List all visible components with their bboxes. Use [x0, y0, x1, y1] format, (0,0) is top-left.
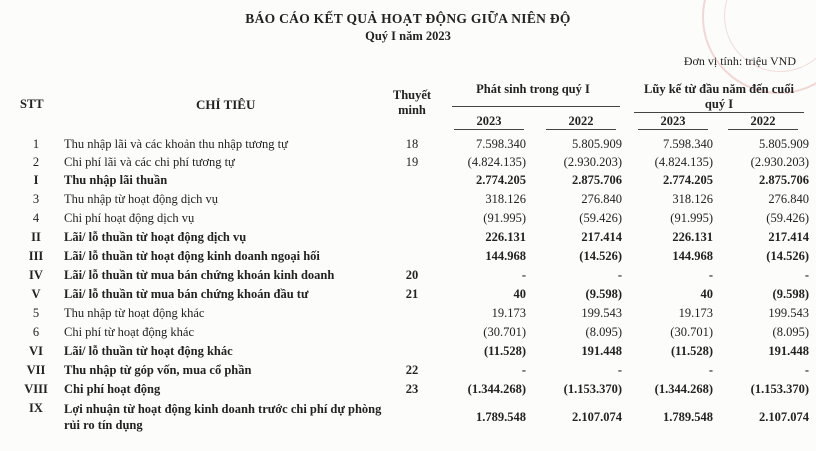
value-q1-2023: -: [521, 363, 526, 377]
row-stt: 3: [32, 192, 40, 206]
value-ytd-2023: 2.774.205: [663, 173, 713, 187]
underline-year-2: [546, 129, 616, 130]
row-stt: V: [31, 287, 41, 301]
row-label: Thu nhập lãi và các khoản thu nhập tương tự: [64, 137, 288, 151]
value-ytd-2023: 226.131: [672, 230, 713, 244]
value-q1-2023: 144.968: [485, 249, 526, 263]
value-q1-2023: -: [521, 268, 526, 282]
value-ytd-2022: (1.153.370): [750, 382, 809, 396]
value-q1-2023: 7.598.340: [476, 137, 526, 151]
row-label: Chi phí hoạt động dịch vụ: [64, 211, 195, 225]
table-row: [0, 137, 816, 156]
value-q1-2022: 276.840: [581, 192, 622, 206]
report-period: Quý I năm 2023: [365, 29, 451, 43]
header-stt: STT: [20, 97, 44, 111]
row-stt: III: [28, 249, 44, 263]
value-q1-2022: 199.543: [581, 306, 622, 320]
row-stt: 6: [32, 325, 40, 339]
row-stt: VII: [26, 363, 46, 377]
row-stt: VI: [29, 344, 43, 358]
value-q1-2023: (91.995): [483, 211, 526, 225]
row-stt: 5: [32, 306, 40, 320]
table-row: [0, 306, 816, 325]
value-q1-2022: 217.414: [581, 230, 622, 244]
value-ytd-2022: 2.875.706: [759, 173, 809, 187]
table-row: [0, 401, 816, 437]
row-label: Lãi/ lỗ thuần từ mua bán chứng khoán kinh doanh: [64, 268, 335, 282]
value-q1-2022: (1.153.370): [563, 382, 622, 396]
table-row: [0, 344, 816, 363]
table-row: [0, 363, 816, 382]
table-row: [0, 382, 816, 401]
row-label: Thu nhập từ hoạt động khác: [64, 306, 205, 320]
row-stt: IV: [29, 268, 43, 282]
row-note: 22: [405, 363, 419, 377]
value-ytd-2022: 217.414: [768, 230, 809, 244]
row-label: Thu nhập từ hoạt động dịch vụ: [64, 192, 218, 206]
value-ytd-2023: 318.126: [672, 192, 713, 206]
row-stt: VIII: [24, 382, 48, 396]
header-year-3: 2023: [660, 114, 686, 128]
value-q1-2023: (11.528): [483, 344, 526, 358]
value-ytd-2022: 276.840: [768, 192, 809, 206]
row-label: Lãi/ lỗ thuần từ hoạt động dịch vụ: [64, 230, 247, 244]
table-row: [0, 230, 816, 249]
table-row: [0, 192, 816, 211]
value-ytd-2023: (1.344.268): [654, 382, 713, 396]
row-stt: I: [33, 173, 39, 187]
header-group-ytd-1: Lũy kế từ đầu năm đến cuối: [644, 82, 794, 96]
value-q1-2023: 19.173: [491, 306, 526, 320]
row-note: 21: [405, 287, 419, 301]
value-ytd-2022: 2.107.074: [759, 410, 809, 424]
value-ytd-2022: 5.805.909: [759, 137, 809, 151]
value-ytd-2023: -: [708, 363, 713, 377]
row-label: Chi phí từ hoạt động khác: [64, 325, 195, 339]
value-ytd-2022: -: [804, 363, 809, 377]
value-ytd-2022: 191.448: [768, 344, 809, 358]
table-row: [0, 211, 816, 230]
underline-year-3: [638, 129, 708, 130]
header-underline-ytd: [634, 112, 804, 113]
value-ytd-2023: 7.598.340: [663, 137, 713, 151]
table-row: [0, 325, 816, 344]
value-q1-2022: -: [617, 268, 622, 282]
row-stt: 2: [32, 155, 40, 169]
underline-year-1: [454, 129, 524, 130]
value-q1-2023: (30.701): [483, 325, 526, 339]
row-note: 23: [405, 382, 419, 396]
value-ytd-2022: (2.930.203): [750, 155, 809, 169]
value-q1-2022: (8.095): [585, 325, 622, 339]
header-year-2: 2022: [568, 114, 594, 128]
row-label: Lãi/ lỗ thuần từ hoạt động khác: [64, 344, 233, 358]
value-q1-2023: 2.774.205: [476, 173, 526, 187]
table-row: [0, 268, 816, 287]
table-row: [0, 173, 816, 192]
row-stt: IX: [29, 401, 43, 415]
value-q1-2023: 40: [513, 287, 526, 301]
value-q1-2023: (4.824.135): [467, 155, 526, 169]
value-ytd-2022: -: [804, 268, 809, 282]
row-note: 20: [405, 268, 419, 282]
row-label: Thu nhập từ góp vốn, mua cổ phần: [64, 363, 252, 377]
row-label: Chi phí lãi và các chi phí tương tự: [64, 155, 235, 169]
table-row: [0, 287, 816, 306]
row-stt: 4: [32, 211, 40, 225]
value-ytd-2023: 1.789.548: [663, 410, 713, 424]
value-q1-2022: (14.526): [579, 249, 622, 263]
header-chi-tieu: CHỈ TIÊU: [196, 97, 256, 112]
underline-year-4: [728, 129, 798, 130]
value-q1-2023: 226.131: [485, 230, 526, 244]
value-ytd-2023: (11.528): [670, 344, 713, 358]
report-title: BÁO CÁO KẾT QUẢ HOẠT ĐỘNG GIỮA NIÊN ĐỘ: [245, 11, 571, 26]
value-ytd-2023: 144.968: [672, 249, 713, 263]
value-q1-2022: 2.875.706: [572, 173, 622, 187]
value-q1-2023: 1.789.548: [476, 410, 526, 424]
value-ytd-2023: (91.995): [670, 211, 713, 225]
unit-label: Đơn vị tính: triệu VND: [683, 54, 796, 68]
header-group-quarter: Phát sinh trong quý I: [476, 82, 590, 96]
value-ytd-2022: (14.526): [766, 249, 809, 263]
value-q1-2022: 191.448: [581, 344, 622, 358]
row-label: Lãi/ lỗ thuần từ hoạt động kinh doanh ngoại hối: [64, 249, 320, 263]
row-note: 18: [405, 137, 419, 151]
header-group-ytd-2: quý I: [704, 97, 734, 111]
value-q1-2022: 2.107.074: [572, 410, 622, 424]
value-ytd-2022: (59.426): [766, 211, 809, 225]
row-label: Thu nhập lãi thuần: [64, 173, 168, 187]
row-label: Lãi/ lỗ thuần từ mua bán chứng khoán đầu tư: [64, 287, 309, 301]
header-year-4: 2022: [750, 114, 776, 128]
value-ytd-2023: 19.173: [678, 306, 713, 320]
row-stt: 1: [32, 137, 40, 151]
value-q1-2023: 318.126: [485, 192, 526, 206]
header-thuyet-minh-1: Thuyết: [392, 88, 432, 102]
row-label: Lợi nhuận từ hoạt động kinh doanh trước chi phí dự phòng rủi ro tín dụng: [64, 402, 382, 432]
value-q1-2022: (2.930.203): [563, 155, 622, 169]
value-q1-2023: (1.344.268): [467, 382, 526, 396]
value-ytd-2022: 199.543: [768, 306, 809, 320]
value-ytd-2023: 40: [700, 287, 713, 301]
table-row: [0, 249, 816, 268]
header-underline-quarter: [452, 106, 620, 107]
header-year-1: 2023: [476, 114, 502, 128]
value-ytd-2022: (8.095): [772, 325, 809, 339]
value-ytd-2022: (9.598): [772, 287, 809, 301]
table-row: [0, 155, 816, 174]
value-ytd-2023: (4.824.135): [654, 155, 713, 169]
value-q1-2022: (9.598): [585, 287, 622, 301]
row-stt: II: [31, 230, 41, 244]
value-q1-2022: -: [617, 363, 622, 377]
value-ytd-2023: (30.701): [670, 325, 713, 339]
row-note: 19: [405, 155, 419, 169]
value-q1-2022: (59.426): [579, 211, 622, 225]
value-ytd-2023: -: [708, 268, 713, 282]
value-q1-2022: 5.805.909: [572, 137, 622, 151]
row-label: Chi phí hoạt động: [64, 382, 161, 396]
header-thuyet-minh-2: minh: [398, 103, 426, 117]
